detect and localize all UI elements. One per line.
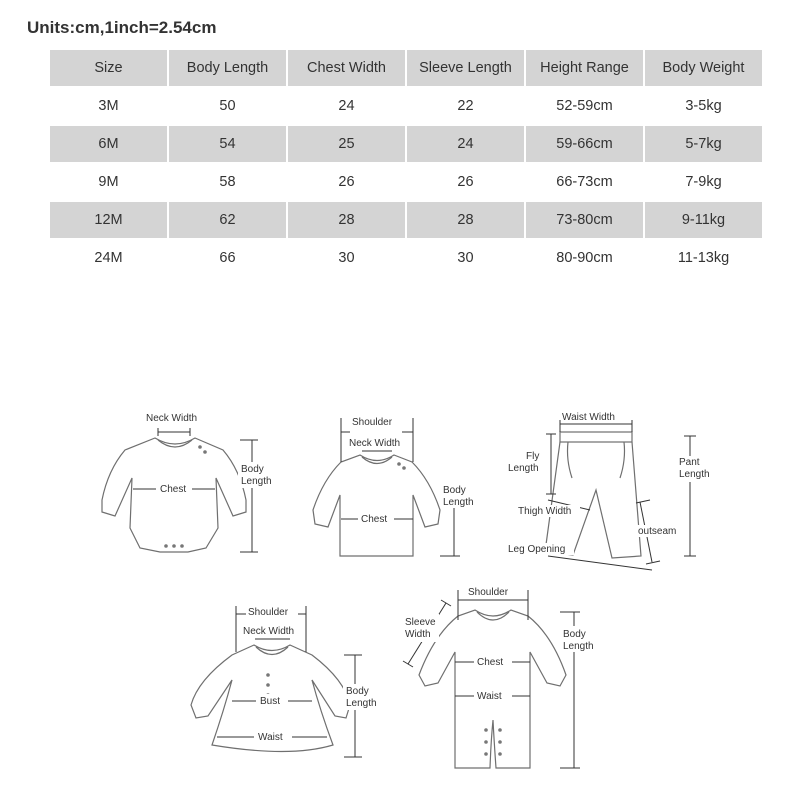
- jumpsuit-sleeve-width-label-2: Width: [405, 629, 431, 640]
- romper-chest-label: Chest: [160, 484, 187, 495]
- top-shoulder-label: Shoulder: [352, 417, 393, 428]
- table-cell: 26: [457, 174, 474, 190]
- table-cell: 25: [288, 126, 405, 162]
- table-cell: 28: [407, 202, 524, 238]
- dress-bust-label: Bust: [260, 696, 281, 707]
- pants-waistband: [560, 432, 632, 442]
- units-note: Units:cm,1inch=2.54cm: [27, 18, 217, 37]
- table-cell: 73-80cm: [526, 202, 643, 238]
- top-diagram: [313, 417, 480, 556]
- pants-waist-width-label: Waist Width: [562, 412, 615, 423]
- pants-thigh-width-label: Thigh Width: [518, 506, 572, 517]
- jumpsuit-sleeve-width-label-1: Sleeve: [405, 617, 436, 628]
- jumpsuit-body-length-label-1: Body: [563, 629, 586, 640]
- table-cell: 3-5kg: [685, 98, 722, 114]
- jumpsuit-body-length-label-2: Length: [563, 641, 594, 652]
- jumpsuit-shoulder-label: Shoulder: [468, 587, 509, 598]
- table-cell: 62: [169, 202, 286, 238]
- pants-pocket-right: [620, 442, 625, 478]
- table-cell: 9M: [98, 174, 119, 190]
- pants-fly-length-label-1: Fly: [526, 451, 540, 462]
- table-cell: 58: [219, 174, 236, 190]
- pants-diagram: [506, 412, 716, 570]
- header-chest-width: Chest Width: [288, 50, 405, 86]
- table-cell: 66-73cm: [556, 174, 613, 190]
- top-neck-width-label: Neck Width: [349, 438, 401, 449]
- dress-body-length-label-1: Body: [346, 686, 369, 697]
- table-cell: 24: [338, 98, 355, 114]
- jumpsuit-diagram: [403, 586, 601, 768]
- table-cell: 22: [457, 98, 474, 114]
- table-cell: 12M: [50, 202, 167, 238]
- romper-body-length-label-1: Body: [241, 464, 264, 475]
- romper-body-length-label-2: Length: [241, 476, 272, 487]
- table-cell: 28: [288, 202, 405, 238]
- table-cell: 24: [407, 126, 524, 162]
- pants-pocket-left: [568, 442, 573, 478]
- table-cell: 52-59cm: [556, 98, 613, 114]
- dress-waist-label: Waist: [258, 732, 283, 743]
- table-cell: 30: [338, 250, 355, 266]
- table-cell: 3M: [98, 98, 119, 114]
- pants-pant-length-label-1: Pant: [679, 457, 700, 468]
- pants-outline: [545, 442, 641, 558]
- table-cell: 50: [219, 98, 236, 114]
- table-cell: 26: [338, 174, 355, 190]
- romper-diagram: [102, 413, 278, 552]
- table-cell: 80-90cm: [556, 250, 613, 266]
- dress-shoulder-label: Shoulder: [248, 607, 289, 618]
- dress-neck-width-label: Neck Width: [243, 626, 295, 637]
- header-size: Size: [50, 50, 167, 86]
- pants-outseam-label: outseam: [638, 526, 677, 537]
- jumpsuit-waist-label: Waist: [477, 691, 502, 702]
- pants-leg-opening-label: Leg Opening: [508, 544, 566, 555]
- top-body-length-label-1: Body: [443, 485, 466, 496]
- table-cell: 5-7kg: [645, 126, 762, 162]
- top-outline: [313, 455, 440, 556]
- table-cell: 66: [219, 250, 236, 266]
- table-cell: 6M: [50, 126, 167, 162]
- table-cell: 24M: [94, 250, 123, 266]
- header-body-weight: Body Weight: [645, 50, 762, 86]
- dress-body-length-label-2: Length: [346, 698, 377, 709]
- table-cell: 9-11kg: [645, 202, 762, 238]
- romper-neck-width-label: Neck Width: [146, 413, 198, 424]
- jumpsuit-chest-label: Chest: [477, 657, 504, 668]
- pants-pant-length-label-2: Length: [679, 469, 710, 480]
- table-cell: 54: [169, 126, 286, 162]
- header-height-range: Height Range: [526, 50, 643, 86]
- table-cell: 7-9kg: [685, 174, 722, 190]
- header-body-length: Body Length: [169, 50, 286, 86]
- top-chest-label: Chest: [361, 514, 388, 525]
- top-body-length-label-2: Length: [443, 497, 474, 508]
- header-sleeve-length: Sleeve Length: [407, 50, 524, 86]
- table-cell: 30: [457, 250, 474, 266]
- table-cell: 11-13kg: [677, 250, 730, 266]
- pants-fly-length-label-2: Length: [508, 463, 539, 474]
- dress-diagram: [191, 606, 383, 757]
- table-cell: 59-66cm: [526, 126, 643, 162]
